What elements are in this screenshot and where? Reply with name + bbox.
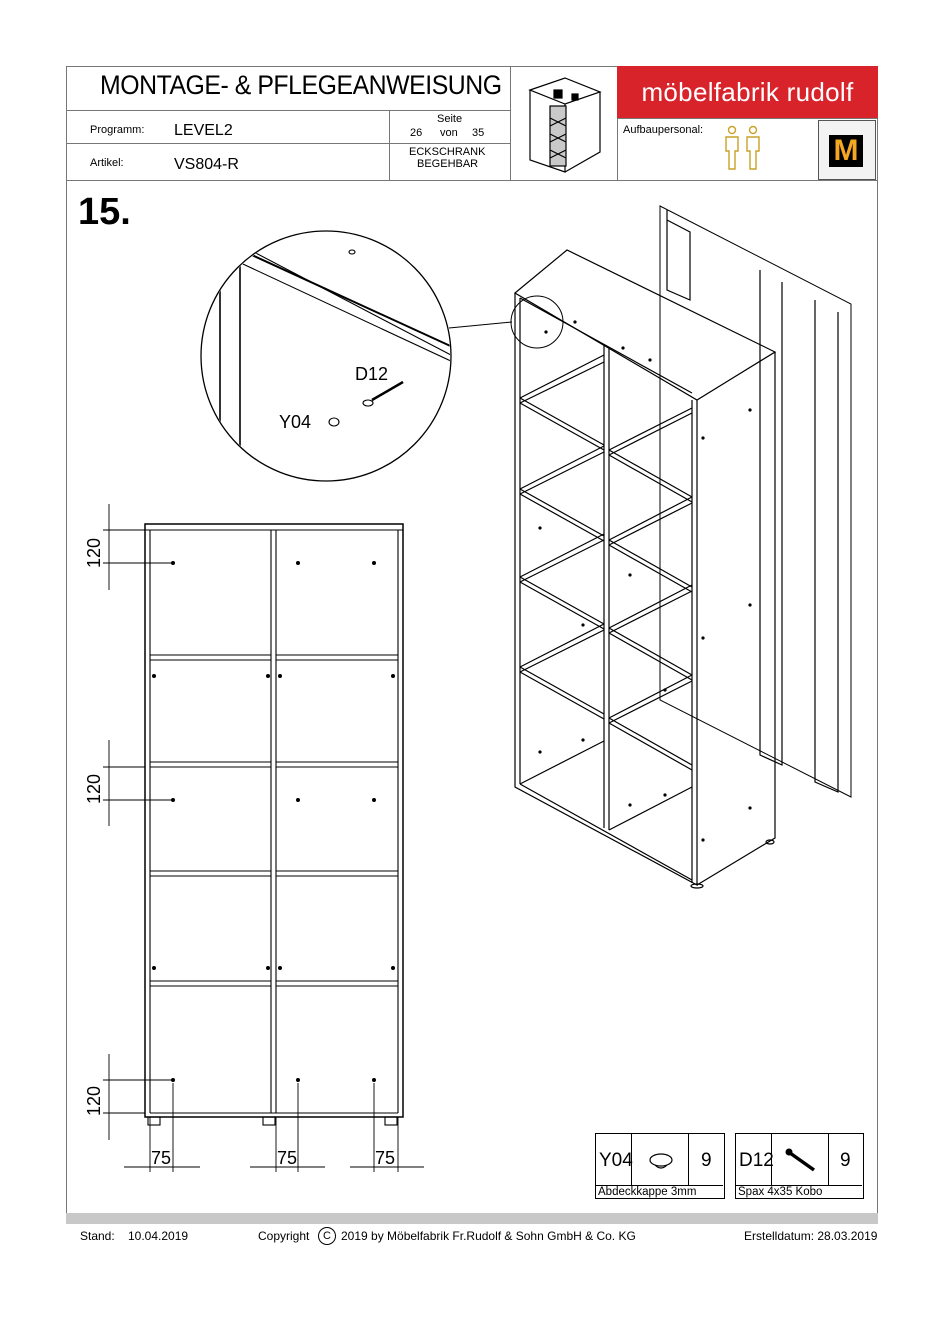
detail-target-circle bbox=[511, 296, 563, 348]
part-desc-y04: Abdeckkappe 3mm bbox=[598, 1186, 697, 1198]
cap-icon bbox=[329, 418, 339, 426]
detail-circle bbox=[201, 231, 451, 481]
stand-label: Stand: bbox=[80, 1229, 115, 1243]
page-of: von bbox=[440, 127, 458, 139]
article-value: VS804-R bbox=[174, 156, 239, 173]
part-box-d12 bbox=[735, 1133, 864, 1199]
page-total: 35 bbox=[472, 127, 485, 139]
dim-label-h3: 75 bbox=[375, 1148, 396, 1168]
program-value: LEVEL2 bbox=[174, 122, 233, 139]
product-line2: BEGEHBAR bbox=[417, 158, 479, 170]
dim-label-h2: 75 bbox=[277, 1148, 298, 1168]
document-title: MONTAGE- & PFLEGEANWEISUNG bbox=[100, 70, 502, 100]
dim-label-v1: 120 bbox=[84, 537, 104, 568]
article-label: Artikel: bbox=[90, 157, 124, 169]
part-qty-y04: 9 bbox=[701, 1150, 712, 1171]
staff-label: Aufbaupersonal: bbox=[623, 124, 704, 136]
program-label: Programm: bbox=[90, 124, 145, 136]
dim-label-v2: 120 bbox=[84, 773, 104, 804]
part-code-y04: Y04 bbox=[599, 1150, 633, 1171]
part-code-d12: D12 bbox=[739, 1150, 774, 1171]
screw-part-icon bbox=[784, 1148, 818, 1174]
part-qty-d12: 9 bbox=[840, 1150, 851, 1171]
part-desc-d12: Spax 4x35 Kobo bbox=[738, 1186, 823, 1198]
detail-label-y04: Y04 bbox=[279, 412, 312, 432]
step-number: 15. bbox=[78, 191, 131, 233]
brand-logo: möbelfabrik rudolf bbox=[617, 66, 878, 118]
stand-date: 10.04.2019 bbox=[128, 1229, 189, 1243]
screw-icon bbox=[363, 382, 403, 406]
page-label: Seite bbox=[437, 113, 463, 125]
dim-label-v3: 120 bbox=[84, 1085, 104, 1116]
footer-bar bbox=[66, 1213, 878, 1224]
dim-label-h1: 75 bbox=[151, 1148, 172, 1168]
creation-date: Erstelldatum: 28.03.2019 bbox=[744, 1229, 878, 1243]
copyright-text: 2019 by Möbelfabrik Fr.Rudolf & Sohn GmbH & Co. KG bbox=[341, 1229, 636, 1243]
detail-label-d12: D12 bbox=[355, 364, 389, 384]
copyright-label: Copyright bbox=[258, 1229, 310, 1243]
cap-part-icon bbox=[646, 1152, 676, 1172]
page-current: 26 bbox=[410, 127, 423, 139]
copyright-symbol: C bbox=[318, 1227, 336, 1245]
product-line1: ECKSCHRANK bbox=[409, 146, 486, 158]
badge-letter: M bbox=[829, 135, 863, 167]
part-box-y04 bbox=[595, 1133, 725, 1199]
